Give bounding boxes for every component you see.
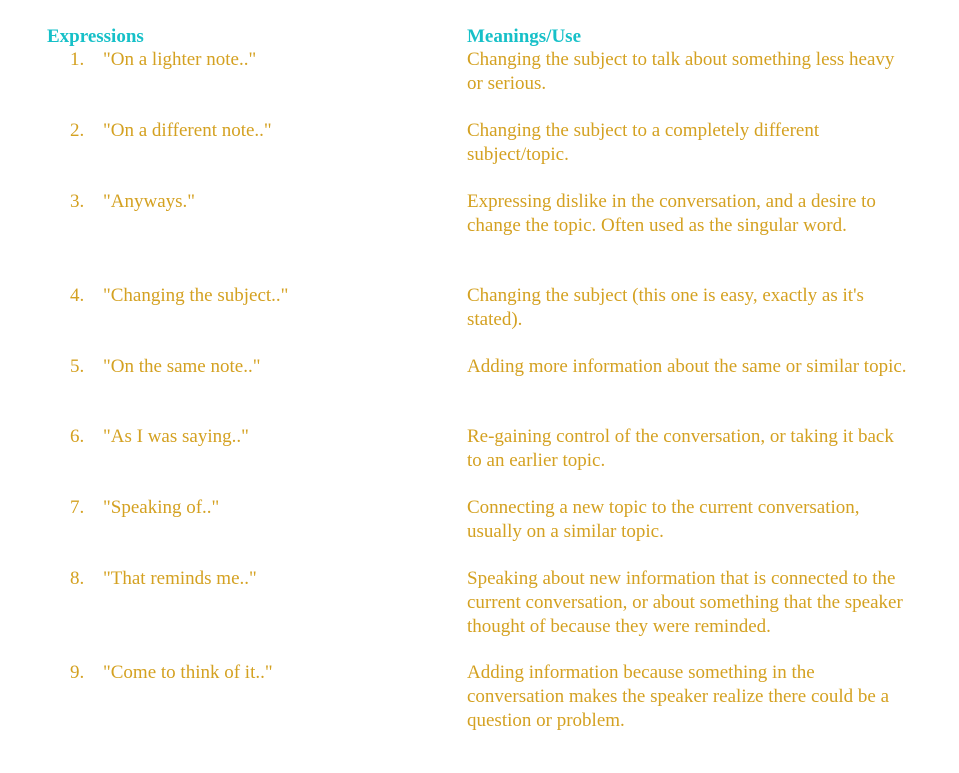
expressions-header: Expressions	[47, 26, 144, 47]
item-number: 7.	[70, 497, 85, 518]
item-meaning: Adding information because something in the conversation makes the speaker realize there could be a question or problem.	[467, 662, 890, 731]
item-expression: "As I was saying.."	[103, 426, 249, 447]
item-meaning: Re-gaining control of the conversation, or taking it back to an earlier topic.	[467, 426, 894, 471]
item-number: 4.	[70, 285, 85, 306]
item-expression: "On the same note.."	[103, 356, 261, 377]
meanings-header: Meanings/Use	[467, 26, 581, 47]
item-number: 2.	[70, 120, 85, 141]
item-expression: "Speaking of.."	[103, 497, 220, 518]
item-meaning: Adding more information about the same or similar topic.	[467, 356, 907, 377]
item-meaning: Changing the subject (this one is easy, exactly as it's stated).	[467, 285, 864, 330]
item-meaning: Changing the subject to a completely different subject/topic.	[467, 120, 820, 165]
item-number: 6.	[70, 426, 85, 447]
item-meaning: Connecting a new topic to the current conversation, usually on a similar topic.	[467, 497, 860, 542]
item-expression: "Anyways."	[103, 191, 196, 212]
item-expression: "On a lighter note.."	[103, 49, 257, 70]
item-expression: "Come to think of it.."	[103, 662, 273, 683]
item-expression: "Changing the subject.."	[103, 285, 289, 306]
item-expression: "That reminds me.."	[103, 568, 257, 589]
item-meaning: Changing the subject to talk about something less heavy or serious.	[467, 49, 895, 94]
item-number: 9.	[70, 662, 85, 683]
item-number: 8.	[70, 568, 85, 589]
item-meaning: Expressing dislike in the conversation, and a desire to change the topic. Often used as the singular word.	[467, 191, 876, 236]
item-number: 1.	[70, 49, 85, 70]
item-number: 3.	[70, 191, 85, 212]
item-meaning: Speaking about new information that is connected to the current conversation, or about something that the speaker thought of because they were reminded.	[467, 568, 903, 637]
item-number: 5.	[70, 356, 85, 377]
item-expression: "On a different note.."	[103, 120, 272, 141]
